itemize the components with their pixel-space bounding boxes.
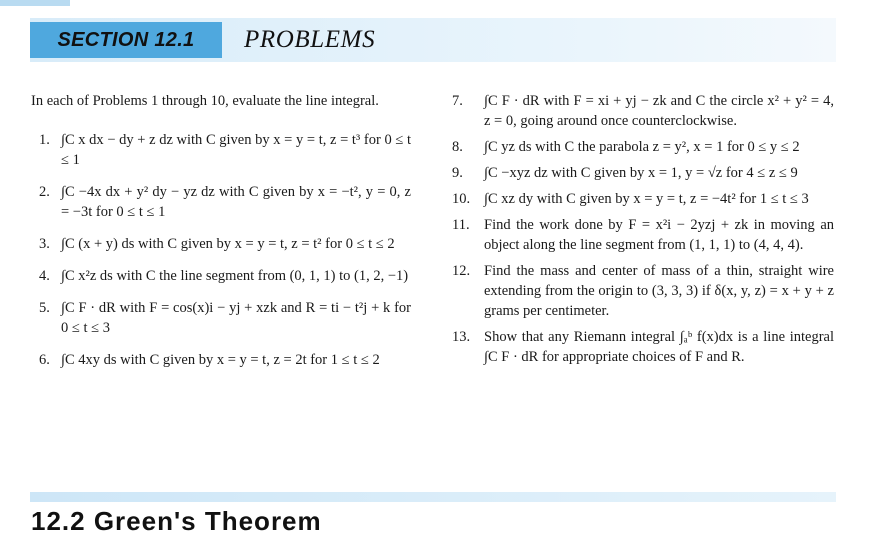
problem-number: 1.	[39, 132, 50, 148]
problem-number: 12.	[452, 263, 471, 279]
problem-4	[31, 266, 411, 286]
problem-7	[452, 91, 834, 131]
problem-1	[31, 130, 411, 170]
problem-text: ∫C xz dy with C given by x = y = t, z = −4t² for 1 ≤ t ≤ 3	[484, 191, 809, 207]
next-section-band	[30, 492, 836, 502]
problem-text: ∫C x²z ds with C the line segment from (0, 1, 1) to (1, 2, −1)	[61, 268, 409, 284]
problem-2	[31, 182, 411, 222]
problem-text: Find the mass and center of mass of a thin, straight wire extending from the origin to (3, 3, 3) if δ(x, y, z) = x + y + z grams per centimeter.	[484, 263, 834, 319]
problem-text: Show that any Riemann integral ∫ₐᵇ f(x)dx is a line integral ∫C F · dR for appropriate choices of F and R.	[484, 329, 834, 365]
section-label: SECTION 12.1	[57, 28, 195, 51]
problem-number: 11.	[452, 217, 470, 233]
problem-text: Find the work done by F = x²i − 2yzj + zk in moving an object along the line segment from (1, 1, 1) to (4, 4, 4).	[484, 217, 834, 253]
left-column	[31, 91, 411, 382]
section-label-box	[30, 22, 222, 58]
problem-number: 4.	[39, 268, 50, 284]
next-section-heading: 12.2 Green's Theorem	[31, 506, 322, 536]
problem-11	[452, 215, 834, 255]
problem-number: 10.	[452, 191, 471, 207]
problem-number: 8.	[452, 139, 463, 155]
top-tab-decoration	[0, 0, 70, 6]
problem-text: ∫C −4x dx + y² dy − yz dz with C given by x = −t², y = 0, z = −3t for 0 ≤ t ≤ 1	[61, 184, 411, 220]
problem-12	[452, 261, 834, 321]
intro-text: In each of Problems 1 through 10, evaluate the line integral.	[31, 93, 379, 109]
problem-text: ∫C yz ds with C the parabola z = y², x = 1 for 0 ≤ y ≤ 2	[484, 139, 800, 155]
problem-13	[452, 327, 834, 367]
problem-text: ∫C (x + y) ds with C given by x = y = t, z = t² for 0 ≤ t ≤ 2	[61, 236, 395, 252]
right-column	[452, 91, 834, 373]
problem-9	[452, 163, 834, 183]
problem-text: ∫C 4xy ds with C given by x = y = t, z = 2t for 1 ≤ t ≤ 2	[61, 352, 380, 368]
problem-number: 3.	[39, 236, 50, 252]
problem-6	[31, 350, 411, 370]
problem-text: ∫C F · dR with F = cos(x)i − yj + xzk and R = ti − t²j + k for 0 ≤ t ≤ 3	[61, 300, 411, 336]
problem-text: ∫C −xyz dz with C given by x = 1, y = √z for 4 ≤ z ≤ 9	[484, 165, 798, 181]
problem-8	[452, 137, 834, 157]
problem-number: 5.	[39, 300, 50, 316]
problem-number: 7.	[452, 93, 463, 109]
problem-number: 6.	[39, 352, 50, 368]
problem-number: 2.	[39, 184, 50, 200]
problem-3	[31, 234, 411, 254]
problem-text: ∫C x dx − dy + z dz with C given by x = y = t, z = t³ for 0 ≤ t ≤ 1	[61, 132, 411, 168]
problem-number: 9.	[452, 165, 463, 181]
problem-text: ∫C F · dR with F = xi + yj − zk and C the circle x² + y² = 4, z = 0, going around once counterclockwise.	[484, 93, 834, 129]
problem-10	[452, 189, 834, 209]
problem-number: 13.	[452, 329, 471, 345]
problem-5	[31, 298, 411, 338]
problems-title: PROBLEMS	[244, 26, 376, 53]
